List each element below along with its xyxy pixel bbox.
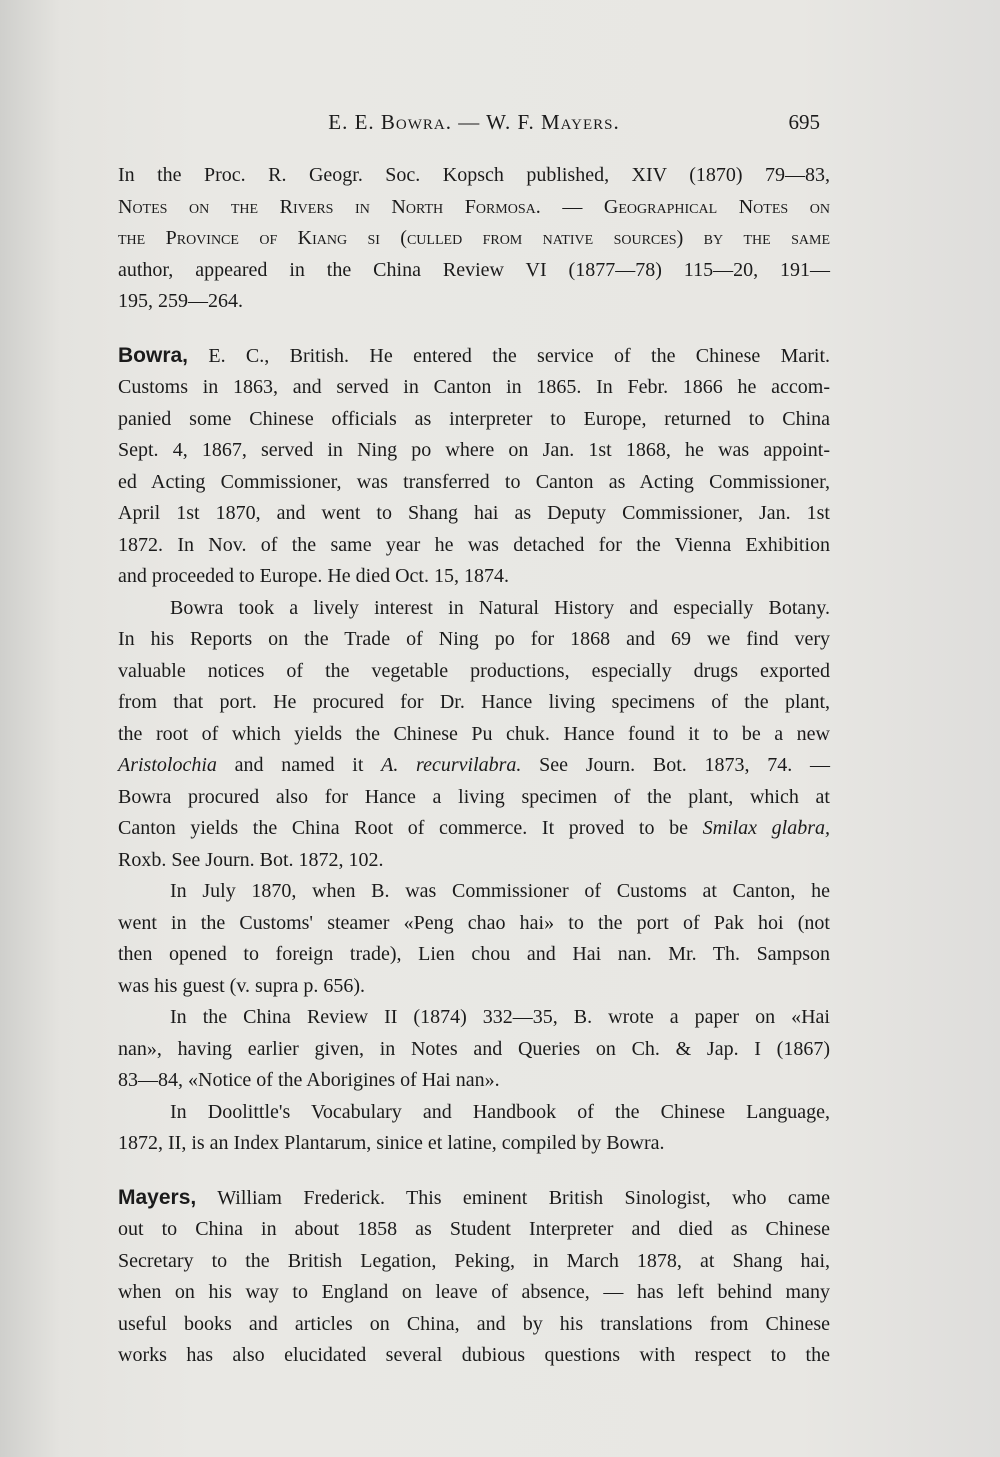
text-line: useful books and articles on China, and by his translations from Chinese: [118, 1312, 830, 1335]
text-line: [118, 340, 830, 373]
text-line: works has also elucidated several dubious questions with respect to the: [118, 1344, 830, 1366]
taxon-name: Smilax glabra,: [702, 817, 831, 839]
running-title: E. E. Bowra. — W. F. Mayers.: [328, 110, 620, 134]
text-run: See Journ. Bot. 1873, 74. —: [521, 754, 830, 776]
text-line: Bowra took a lively interest in Natural History and especially Botany.: [170, 596, 830, 619]
text-run: and named it: [216, 754, 382, 776]
text-line: was his guest (v. supra p. 656).: [118, 974, 366, 997]
text-run: William Frederick. This eminent British Sinologist, who came: [217, 1186, 831, 1209]
text-line: 83—84, «Notice of the Aborigines of Hai nan».: [118, 1069, 500, 1091]
text-line: Sept. 4, 1867, served in Ning po where on Jan. 1st 1868, he was appoint-: [118, 439, 830, 461]
text-line: went in the Customs' steamer «Peng chao hai» to the port of Pak hoi (not: [118, 911, 830, 934]
text-line: 1872, II, is an Index Plantarum, sinice et latine, compiled by Bowra.: [118, 1132, 665, 1154]
entry-heading-bowra: Bowra,: [118, 343, 189, 367]
text-line: Notes on the Rivers in North Formosa. — Geographical Notes on: [118, 195, 830, 218]
text-line: 1872. In Nov. of the same year he was detached for the Vienna Exhibition: [118, 533, 830, 556]
text-line: April 1st 1870, and went to Shang hai as Deputy Commissioner, Jan. 1st: [118, 502, 830, 524]
text-line: Bowra procured also for Hance a living specimen of the plant, which at: [118, 785, 830, 808]
text-line: ed Acting Commissioner, was transferred to Canton as Acting Commissioner,: [118, 470, 830, 493]
text-line: Roxb. See Journ. Bot. 1872, 102.: [118, 848, 384, 871]
text-line: author, appeared in the China Review VI (1877—78) 115—20, 191—: [118, 258, 830, 281]
text-line: the root of which yields the Chinese Pu chuk. Hance found it to be a new: [118, 722, 830, 745]
text-line: [118, 1182, 830, 1215]
taxon-name: Aristolochia: [118, 754, 217, 776]
taxon-name: A. recurvilabra.: [381, 754, 522, 776]
text-line: Secretary to the British Legation, Peking, in March 1878, at Shang hai,: [118, 1249, 830, 1272]
text-line: In his Reports on the Trade of Ning po for 1868 and 69 we find very: [118, 628, 830, 650]
text-line: valuable notices of the vegetable productions, especially drugs exported: [118, 659, 830, 682]
text-line: In the China Review II (1874) 332—35, B. wrote a paper on «Hai: [170, 1006, 830, 1028]
text-run: Canton yields the China Root of commerce. It proved to be: [118, 817, 703, 839]
mayers-entry: [118, 1182, 830, 1372]
text-line: and proceeded to Europe. He died Oct. 15, 1874.: [118, 565, 509, 587]
text-line: then opened to foreign trade), Lien chou and Hai nan. Mr. Th. Sampson: [118, 943, 830, 965]
text-line: panied some Chinese officials as interpreter to Europe, returned to China: [118, 407, 830, 430]
text-line: from that port. He procured for Dr. Hance living specimens of the plant,: [118, 691, 830, 713]
text-line: nan», having earlier given, in Notes and Queries on Ch. & Jap. I (1867): [118, 1037, 830, 1060]
bowra-entry: [118, 340, 830, 1160]
text-line: [118, 813, 830, 845]
text-line: 195, 259—264.: [118, 290, 243, 312]
text-line: In Doolittle's Vocabulary and Handbook of the Chinese Language,: [170, 1100, 830, 1123]
kopsch-paragraph: [118, 160, 830, 318]
page-header: [118, 110, 830, 140]
text-line: In the Proc. R. Geogr. Soc. Kopsch published, XIV (1870) 79—83,: [118, 164, 830, 186]
text-line: out to China in about 1858 as Student Interpreter and died as Chinese: [118, 1218, 830, 1240]
page-body: [118, 160, 830, 1372]
text-line: [118, 750, 830, 782]
text-line: when on his way to England on leave of absence, — has left behind many: [118, 1281, 830, 1303]
text-line: the Province of Kiang si (culled from native sources) by the same: [118, 227, 830, 249]
page-number: 695: [788, 110, 820, 134]
text-line: Customs in 1863, and served in Canton in 1865. In Febr. 1866 he accom-: [118, 376, 830, 398]
text-line: In July 1870, when B. was Commissioner of Customs at Canton, he: [170, 880, 830, 902]
entry-heading-mayers: Mayers,: [118, 1185, 197, 1209]
text-run: E. C., British. He entered the service of the Chinese Marit.: [208, 344, 830, 367]
